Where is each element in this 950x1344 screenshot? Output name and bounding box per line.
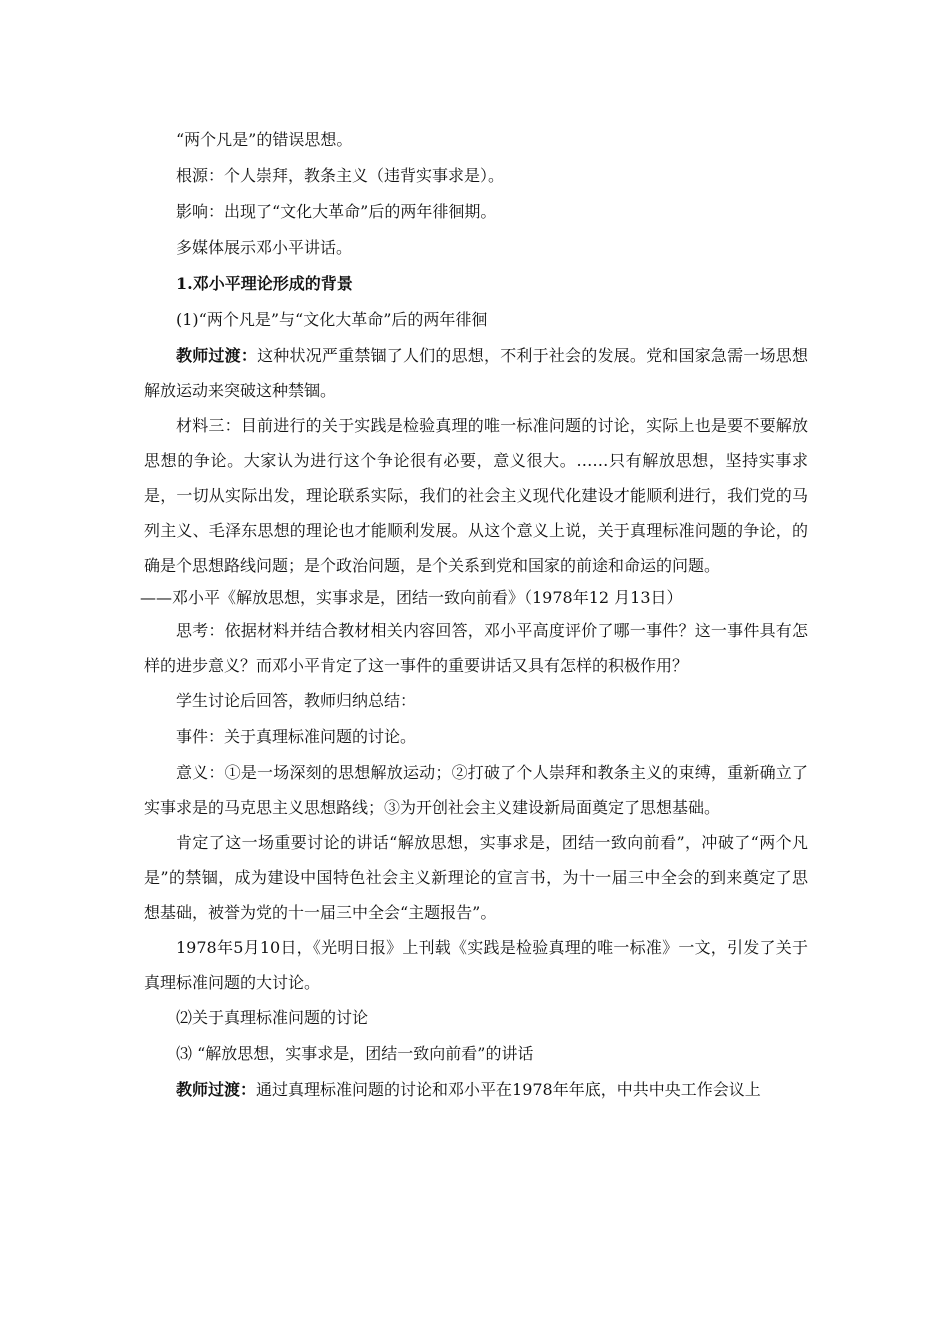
subsection-2: ⑵关于真理标准问题的讨论 [176,1008,369,1027]
paragraph-root-cause: 根源：个人崇拜，教条主义（违背实事求是）。 [176,166,505,185]
material-three: 材料三：目前进行的关于实践是检验真理的唯一标准问题的讨论，实际上也是要不要解放思想的争论。大家认为进行这个争论很有必要，意义很大。……只有解放思想，坚持实事求是，一切从实际出发，理论联系实际，我们的社会主义现代化建设才能顺利进行，我们党的马列主义、毛泽东思想的理论也才能顺利发展。从这个意义上说，关于真理标准问题的争论，的确是个思想路线问题；是个政治问题，是个关系到党和国家的前途和命运的问题。 [144,416,808,575]
teacher-transition-text: 这种状况严重禁锢了人们的思想，不利于社会的发展。党和国家急需一场思想解放运动来突破这种禁锢。 [144,346,808,400]
paragraph-impact: 影响：出现了“文化大革命”后的两年徘徊期。 [176,202,497,221]
paragraph-two-whatevers: “两个凡是”的错误思想。 [176,130,353,149]
subsection-1: (1)“两个凡是”与“文化大革命”后的两年徘徊 [176,310,488,329]
teacher-transition-1 [144,338,808,408]
material-source: ——邓小平《解放思想，实事求是，团结一致向前看》（1978年12 月13日） [140,588,683,607]
thinking-question: 思考：依据材料并结合教材相关内容回答，邓小平高度评价了哪一事件？这一事件具有怎样的进步意义？而邓小平肯定了这一事件的重要讲话又具有怎样的积极作用？ [144,621,808,675]
section-heading: 1.邓小平理论形成的背景 [176,274,353,293]
meaning-paragraph: 意义：①是一场深刻的思想解放运动；②打破了个人崇拜和教条主义的束缚，重新确立了实事求是的马克思主义思想路线；③为开创社会主义建设新局面奠定了思想基础。 [144,763,808,817]
document-body [140,122,808,1107]
teacher-transition-label-2: 教师过渡： [176,1080,257,1099]
teacher-transition-label: 教师过渡： [176,346,258,365]
summary-intro: 学生讨论后回答，教师归纳总结： [176,691,417,710]
history-paragraph: 1978年5月10日，《光明日报》上刊载《实践是检验真理的唯一标准》一文，引发了关于真理标准问题的大讨论。 [144,938,808,992]
teacher-transition-text-2: 通过真理标准问题的讨论和邓小平在1978年年底，中共中央工作会议上 [256,1080,761,1099]
paragraph-multimedia: 多媒体展示邓小平讲话。 [176,238,353,257]
teacher-transition-2 [144,1072,808,1107]
subsection-3: ⑶ “解放思想，实事求是，团结一致向前看”的讲话 [176,1044,534,1063]
event-line: 事件：关于真理标准问题的讨论。 [176,727,417,746]
affirm-paragraph: 肯定了这一场重要讨论的讲话“解放思想，实事求是，团结一致向前看”，冲破了“两个凡是”的禁锢，成为建设中国特色社会主义新理论的宣言书，为十一届三中全会的到来奠定了思想基础，被誉为党的十一届三中全会“主题报告”。 [144,833,808,922]
